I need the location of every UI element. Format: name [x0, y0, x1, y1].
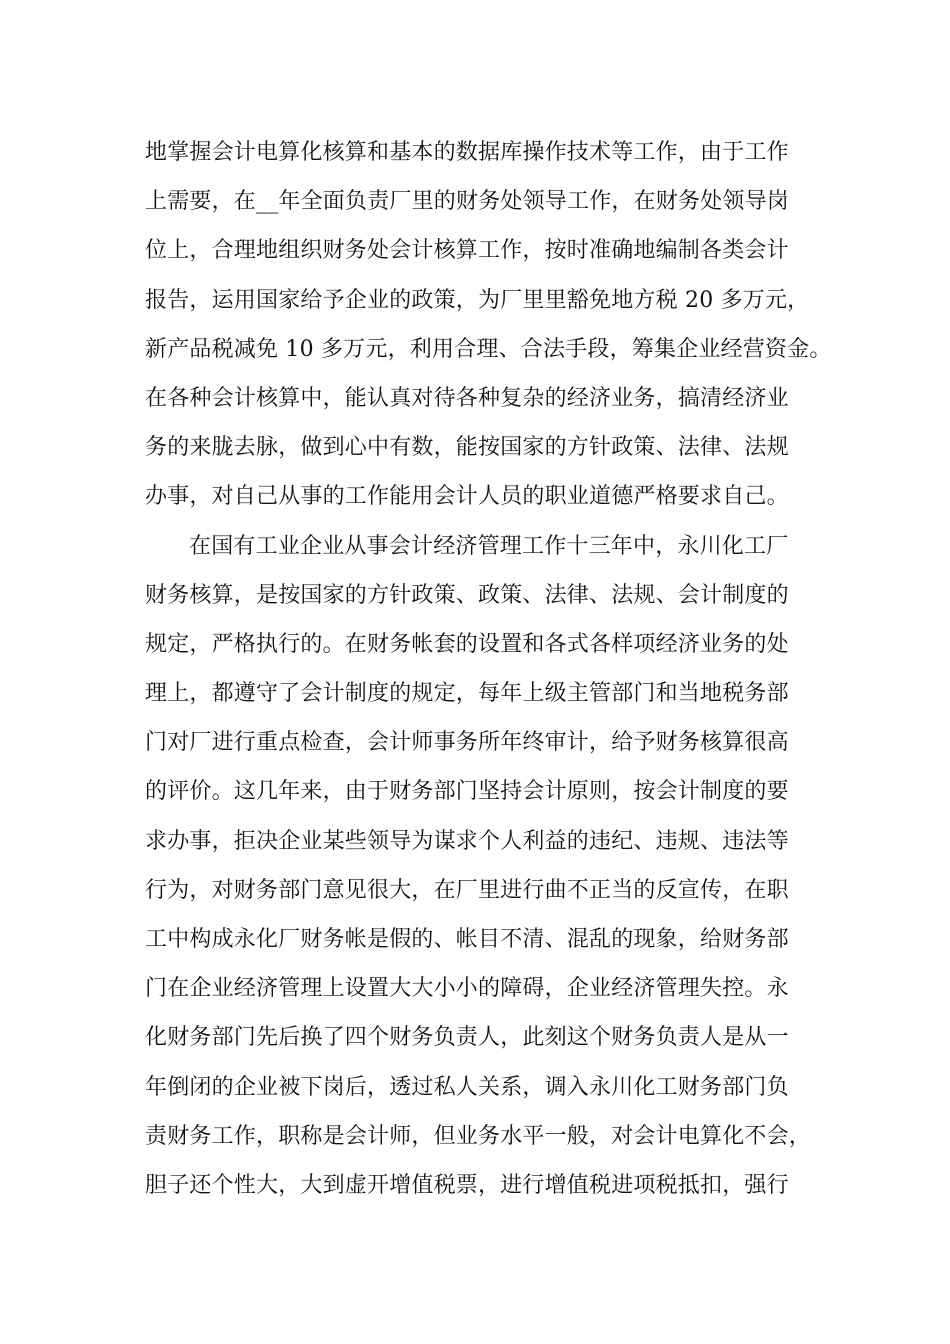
- text-line: 上需要，在__年全面负责厂里的财务处领导工作，在财务处领导岗: [145, 189, 790, 215]
- text-line: 行为，对财务部门意见很大，在厂里进行曲不正当的反宣传，在职: [145, 877, 789, 903]
- text-line: 理上，都遵守了会计制度的规定，每年上级主管部门和当地税务部: [145, 681, 789, 707]
- text-line: 的评价。这几年来，由于财务部门坚持会计原则，按会计制度的要: [145, 779, 789, 805]
- text-line: 办事，对自己从事的工作能用会计人员的职业道德严格要求自己。: [145, 484, 789, 510]
- document-body: [145, 128, 835, 1210]
- text-line: 工中构成永化厂财务帐是假的、帐目不清、混乱的现象，给财务部: [145, 927, 789, 952]
- text-line: 年倒闭的企业被下岗后，透过私人关系，调入永川化工财务部门负: [145, 1074, 789, 1100]
- text-line: 地掌握会计电算化核算和基本的数据库操作技术等工作，由于工作: [145, 140, 789, 165]
- paragraph-2: [145, 522, 835, 1211]
- text-line: 在各种会计核算中，能认真对待各种复杂的经济业务，搞清经济业: [145, 385, 789, 411]
- text-line: 务的来胧去脉，做到心中有数，能按国家的方针政策、法律、法规: [145, 435, 789, 461]
- text-line: 财务核算，是按国家的方针政策、政策、法律、法规、会计制度的: [145, 582, 789, 608]
- text-line: 新产品税减免 10 多万元，利用合理、合法手段，筹集企业经营资金。: [145, 336, 832, 362]
- text-line: 位上，合理地组织财务处会计核算工作，按时准确地编制各类会计: [145, 238, 789, 264]
- text-line: 责财务工作，职称是会计师，但业务水平一般，对会计电算化不会，: [145, 1123, 812, 1149]
- text-line: 报告，运用国家给予企业的政策，为厂里里豁免地方税 20 多万元，: [145, 287, 810, 313]
- text-line: 规定，严格执行的。在财务帐套的设置和各式各样项经济业务的处: [145, 631, 789, 657]
- paragraph-1: [145, 128, 835, 522]
- text-line: 求办事，拒决企业某些领导为谋求个人利益的违纪、违规、违法等: [145, 828, 789, 854]
- text-line: 在国有工业企业从事会计经济管理工作十三年中，永川化工厂: [189, 533, 789, 559]
- text-line: 化财务部门先后换了四个财务负责人，此刻这个财务负责人是从一: [145, 1025, 789, 1051]
- text-line: 门在企业经济管理上设置大大小小的障碍，企业经济管理失控。永: [145, 976, 789, 1002]
- text-line: 门对厂进行重点检查，会计师事务所年终审计，给予财务核算很高: [145, 730, 789, 756]
- text-line: 胆子还个性大，大到虚开增值税票，进行增值税进项税抵扣，强行: [145, 1172, 789, 1198]
